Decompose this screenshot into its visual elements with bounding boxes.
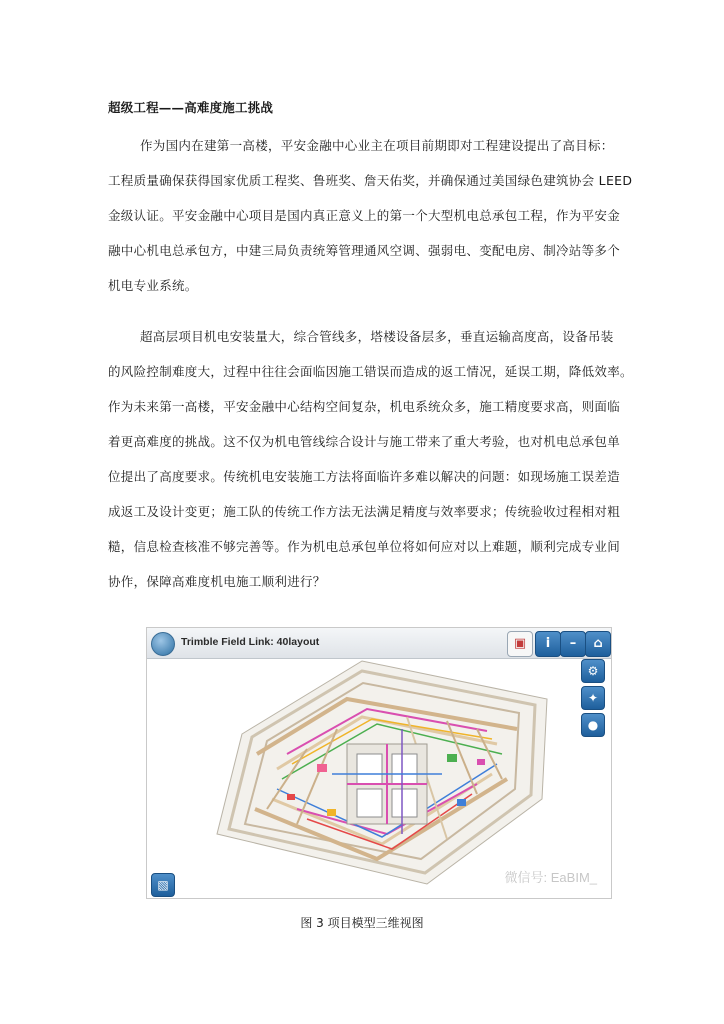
figure-app-screenshot: [146, 627, 612, 899]
text-line: 机电专业系统。: [108, 278, 198, 293]
app-header: [147, 628, 611, 659]
text-line: 工程质量确保获得国家优质工程奖、鲁班奖、詹天佑奖，并确保通过美国绿色建筑协会 LEED: [108, 173, 633, 188]
model-3d-view: [147, 659, 611, 898]
compass-icon: ✦: [581, 686, 605, 710]
globe-icon: ●: [581, 713, 605, 737]
cube-icon: ▧: [151, 873, 175, 897]
figure-caption: 图 3 项目模型三维视图: [300, 916, 424, 930]
text-line: 协作，保障高难度机电施工顺利进行？: [108, 574, 326, 589]
gear-icon: ⚙: [581, 659, 605, 683]
paragraph-1: [108, 128, 633, 303]
paragraph-2: [108, 319, 633, 599]
info-icon: i: [535, 631, 561, 657]
text-line: 超高层项目机电安装量大，综合管线多，塔楼设备层多，垂直运输高度高，设备吊装: [140, 329, 614, 344]
text-line: 位提出了高度要求。传统机电安装施工方法将面临许多难以解决的问题：如现场施工误差造: [108, 469, 621, 484]
app-title: Trimble Field Link: 40layout: [181, 636, 320, 648]
home-icon: ⌂: [585, 631, 611, 657]
text-line: 着更高难度的挑战。这不仅为机电管线综合设计与施工带来了重大考验，也对机电总承包单: [108, 434, 621, 449]
text-line: 作为国内在建第一高楼，平安金融中心业主在项目前期即对工程建设提出了高目标：: [140, 138, 614, 153]
minimize-icon: –: [560, 631, 586, 657]
app-logo-icon: [151, 632, 175, 656]
text-line: 作为未来第一高楼，平安金融中心结构空间复杂，机电系统众多，施工精度要求高，则面临: [108, 399, 621, 414]
section-heading: 超级工程——高难度施工挑战: [108, 100, 274, 115]
building-model-drawing: [147, 659, 611, 898]
wechat-watermark: 微信号: EaBIM_: [504, 870, 597, 885]
text-line: 的风险控制难度大，过程中往往会面临因施工错误而造成的返工情况，延误工期，降低效率。: [108, 364, 633, 379]
text-line: 成返工及设计变更；施工队的传统工作方法无法满足精度与效率要求；传统验收过程相对粗: [108, 504, 621, 519]
text-line: 糙，信息检查核准不够完善等。作为机电总承包单位将如何应对以上难题，顺利完成专业间: [108, 539, 621, 554]
text-line: 金级认证。平安金融中心项目是国内真正意义上的第一个大型机电总承包工程，作为平安金: [108, 208, 621, 223]
station-icon: ▣: [507, 631, 533, 657]
text-line: 融中心机电总承包方，中建三局负责统筹管理通风空调、强弱电、变配电房、制冷站等多个: [108, 243, 621, 258]
